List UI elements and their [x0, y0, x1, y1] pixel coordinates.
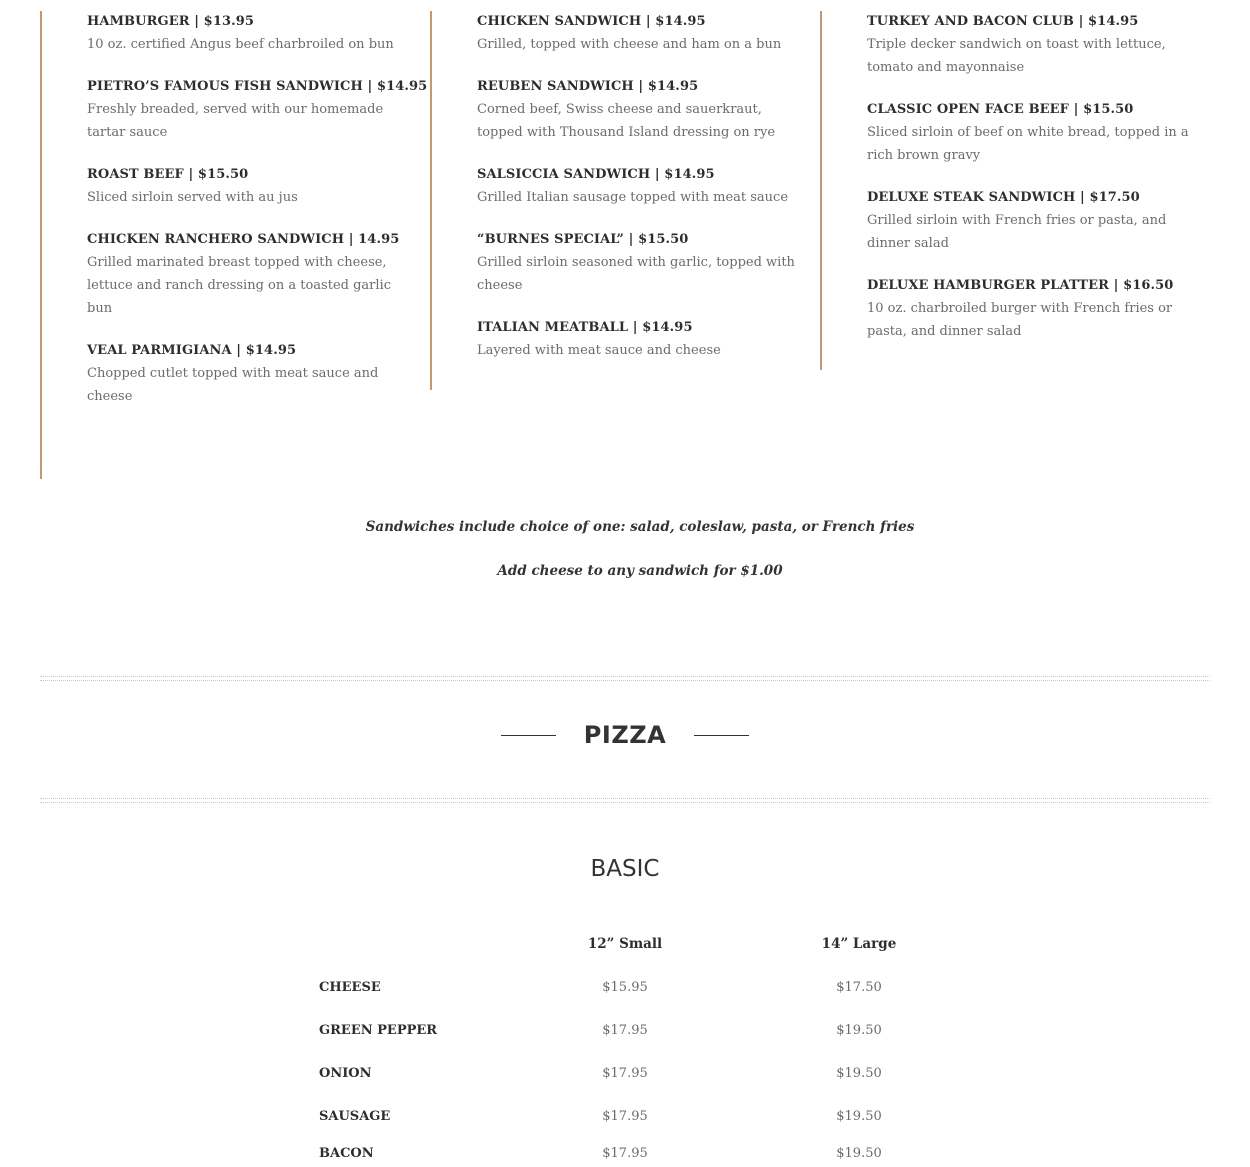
menu-item-title: SALSICCIA SANDWICH | $14.95 [477, 167, 715, 182]
table-row [0, 1063, 1250, 1085]
pizza-section-title: PIZZA [583, 721, 667, 749]
menu-item-description: 10 oz. charbroiled burger with French fries or pasta, and dinner salad [867, 301, 1173, 339]
price-small: $15.95 [602, 980, 648, 995]
sandwich-column-2 [430, 11, 820, 390]
section-divider [40, 798, 1210, 803]
menu-item-title: HAMBURGER | $13.95 [87, 14, 255, 29]
menu-item-description: Corned beef, Swiss cheese and sauerkraut, topped with Thousand Island dressing on rye [477, 102, 776, 140]
sandwich-sides-note: Sandwiches include choice of one: salad, coleslaw, pasta, or French fries [365, 519, 915, 535]
menu-item-description: Sliced sirloin served with au jus [87, 190, 298, 205]
menu-item-title: DELUXE HAMBURGER PLATTER | $16.50 [867, 278, 1174, 293]
table-row [0, 1020, 1250, 1042]
menu-item [87, 340, 430, 408]
menu-item-title: CHICKEN SANDWICH | $14.95 [477, 14, 706, 29]
sandwich-column-1 [40, 11, 430, 479]
heading-rule-right [694, 735, 749, 736]
price-large: $17.50 [836, 980, 882, 995]
menu-item-title: TURKEY AND BACON CLUB | $14.95 [867, 14, 1139, 29]
section-divider [40, 676, 1210, 681]
pizza-name: ONION [319, 1066, 372, 1081]
menu-item-title: ITALIAN MEATBALL | $14.95 [477, 320, 693, 335]
price-small: $17.95 [602, 1109, 648, 1124]
menu-item [477, 229, 820, 297]
menu-item-description: Triple decker sandwich on toast with lettuce, tomato and mayonnaise [867, 37, 1166, 75]
add-cheese-note: Add cheese to any sandwich for $1.00 [497, 563, 783, 579]
menu-item-description: Grilled sirloin with French fries or pasta, and dinner salad [867, 213, 1167, 251]
menu-item-title: VEAL PARMIGIANA | $14.95 [87, 343, 297, 358]
size-header-small: 12” Small [587, 936, 663, 952]
menu-item [87, 76, 430, 144]
table-row [0, 977, 1250, 999]
menu-item-description: Grilled marinated breast topped with cheese, lettuce and ranch dressing on a toasted garlic bun [87, 255, 391, 316]
price-small: $17.95 [602, 1066, 648, 1081]
price-table-header [0, 933, 1250, 955]
table-row [0, 1106, 1250, 1128]
menu-item-title: CLASSIC OPEN FACE BEEF | $15.50 [867, 102, 1134, 117]
menu-item-description: Sliced sirloin of beef on white bread, topped in a rich brown gravy [867, 125, 1189, 163]
menu-item-description: 10 oz. certified Angus beef charbroiled on bun [87, 37, 394, 52]
menu-item-title: CHICKEN RANCHERO SANDWICH | 14.95 [87, 232, 400, 247]
menu-item [87, 229, 430, 320]
menu-item-title: DELUXE STEAK SANDWICH | $17.50 [867, 190, 1140, 205]
price-large: $19.50 [836, 1066, 882, 1081]
table-row [0, 1143, 1250, 1165]
menu-item-title: ROAST BEEF | $15.50 [87, 167, 249, 182]
menu-item-description: Chopped cutlet topped with meat sauce and cheese [87, 366, 379, 404]
menu-item [867, 99, 1210, 167]
pizza-name: GREEN PEPPER [319, 1023, 438, 1038]
menu-item-title: REUBEN SANDWICH | $14.95 [477, 79, 699, 94]
menu-item [87, 164, 430, 209]
price-large: $19.50 [836, 1146, 882, 1161]
menu-item [87, 11, 430, 56]
menu-item-description: Freshly breaded, served with our homemade tartar sauce [87, 102, 384, 140]
sandwich-column-3 [820, 11, 1210, 370]
menu-item [867, 187, 1210, 255]
price-large: $19.50 [836, 1109, 882, 1124]
size-header-large: 14” Large [821, 936, 897, 952]
menu-item [477, 76, 820, 144]
menu-item [867, 11, 1210, 79]
menu-item-description: Grilled, topped with cheese and ham on a bun [477, 37, 782, 52]
pizza-name: BACON [319, 1146, 374, 1161]
pizza-subsection-title: BASIC [590, 856, 660, 882]
pizza-name: SAUSAGE [319, 1109, 391, 1124]
menu-item [477, 11, 820, 56]
menu-item [477, 317, 820, 362]
price-large: $19.50 [836, 1023, 882, 1038]
menu-item [867, 275, 1210, 343]
price-small: $17.95 [602, 1023, 648, 1038]
menu-item [477, 164, 820, 209]
menu-item-description: Grilled Italian sausage topped with meat sauce [477, 190, 789, 205]
price-small: $17.95 [602, 1146, 648, 1161]
menu-item-title: “BURNES SPECIAL” | $15.50 [477, 232, 689, 247]
menu-item-description: Layered with meat sauce and cheese [477, 343, 721, 358]
menu-item-description: Grilled sirloin seasoned with garlic, topped with cheese [477, 255, 795, 293]
pizza-name: CHEESE [319, 980, 381, 995]
menu-item-title: PIETRO’S FAMOUS FISH SANDWICH | $14.95 [87, 79, 428, 94]
